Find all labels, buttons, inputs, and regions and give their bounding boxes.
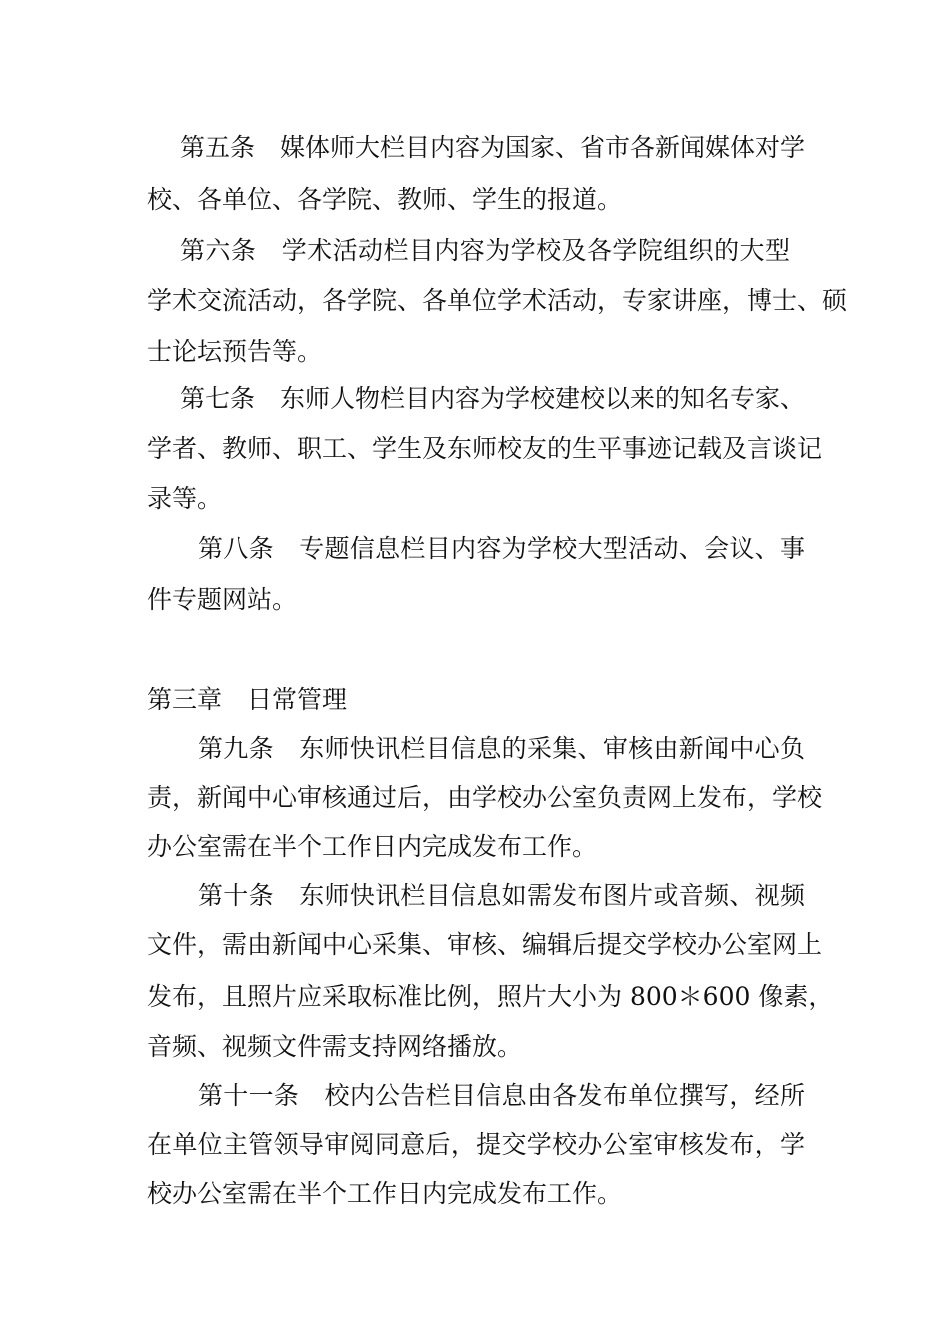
- article-6-line-2: 学术交流活动，各学院、各单位学术活动，专家讲座，博士、硕: [147, 286, 848, 315]
- article-8-line-1: 第八条 专题信息栏目内容为学校大型活动、会议、事: [198, 534, 805, 563]
- article-8-line-2: 件专题网站。: [147, 585, 298, 614]
- chapter-title: 第三章 日常管理: [147, 685, 348, 714]
- article-9-line-1: 第九条 东师快讯栏目信息的采集、审核由新闻中心负: [198, 734, 805, 763]
- article-5-line-2: 校、各单位、各学院、教师、学生的报道。: [147, 185, 623, 214]
- article-11-line-3: 校办公室需在半个工作日内完成发布工作。: [147, 1179, 623, 1208]
- article-11-line-1: 第十一条 校内公告栏目信息由各发布单位撰写，经所: [198, 1081, 805, 1110]
- article-7-line-2: 学者、教师、职工、学生及东师校友的生平事迹记载及言谈记: [147, 434, 823, 463]
- article-9-line-3: 办公室需在半个工作日内完成发布工作。: [147, 832, 598, 861]
- article-10-line-4: 音频、视频文件需支持网络播放。: [147, 1032, 523, 1061]
- article-10-line-1: 第十条 东师快讯栏目信息如需发布图片或音频、视频: [198, 881, 805, 910]
- article-7-line-3: 录等。: [147, 484, 223, 513]
- article-11-line-2: 在单位主管领导审阅同意后，提交学校办公室审核发布，学: [147, 1130, 805, 1159]
- article-6-line-3: 士论坛预告等。: [147, 337, 323, 366]
- article-5-line-1: 第五条 媒体师大栏目内容为国家、省市各新闻媒体对学: [180, 133, 806, 162]
- article-10-line-2: 文件，需由新闻中心采集、审核、编辑后提交学校办公室网上: [147, 930, 823, 959]
- article-6-line-1: 第六条 学术活动栏目内容为学校及各学院组织的大型: [180, 236, 790, 265]
- article-7-line-1: 第七条 东师人物栏目内容为学校建校以来的知名专家、: [180, 384, 806, 413]
- article-9-line-2: 责，新闻中心审核通过后，由学校办公室负责网上发布，学校: [147, 783, 823, 812]
- article-10-line-3: 发布，且照片应采取标准比例，照片大小为 800＊600 像素，: [147, 982, 834, 1011]
